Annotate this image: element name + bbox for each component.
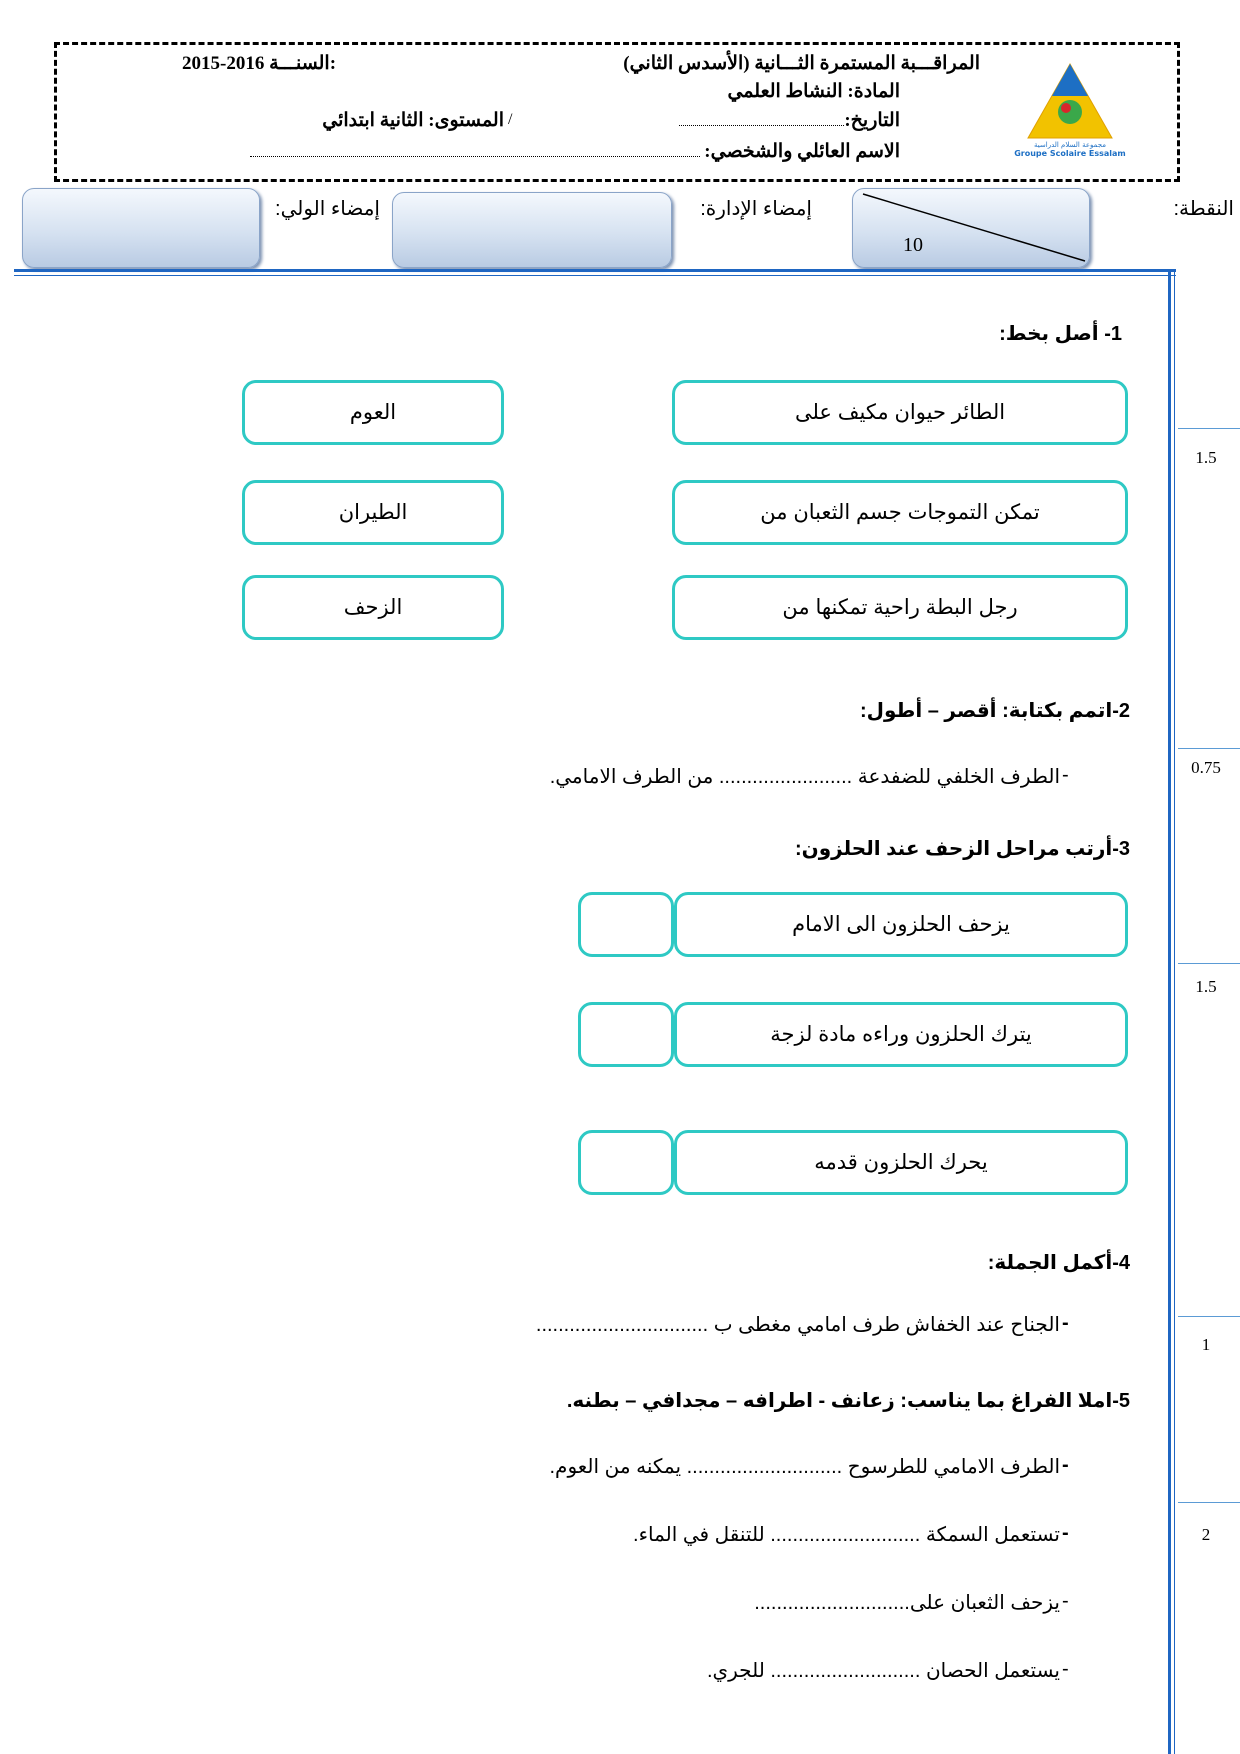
name-label: الاسم العائلي والشخصي: <box>704 141 900 162</box>
q3-step-3: يحرك الحلزون قدمه <box>674 1130 1128 1195</box>
date-separator: / <box>508 111 513 128</box>
q5-sentence-1[interactable]: الطرف الامامي للطرسوح ............................ يمكنه من العوم. <box>549 1456 1060 1478</box>
q1-left-item-2[interactable]: تمكن التموجات جسم الثعبان من <box>672 480 1128 545</box>
date-label: التاريخ: <box>844 110 900 131</box>
parent-signature-box[interactable] <box>22 188 260 268</box>
q5-sentence-3[interactable]: يزحف الثعبان على............................ <box>754 1592 1060 1614</box>
points-divider <box>1178 963 1240 964</box>
school-logo <box>1012 60 1132 160</box>
q3-order-box-3[interactable] <box>578 1130 674 1195</box>
parent-signature-label: إمضاء الولي: <box>275 198 380 220</box>
q5-bullet: - <box>1062 1454 1069 1476</box>
points-divider <box>1178 1316 1240 1317</box>
q5-sentence-4[interactable]: يستعمل الحصان ........................... للجري. <box>706 1660 1060 1682</box>
q5-bullet: - <box>1062 1590 1069 1612</box>
svg-text:Groupe Scolaire Essalam: Groupe Scolaire Essalam <box>1014 149 1126 158</box>
points-q4: 1 <box>1201 1335 1211 1354</box>
q1-left-item-1[interactable]: الطائر حيوان مكيف على <box>672 380 1128 445</box>
q5-bullet: - <box>1062 1658 1069 1680</box>
q4-title: 4-أكمل الجملة: <box>987 1252 1130 1274</box>
year-value: 2015-2016 <box>182 53 265 74</box>
q4-bullet: - <box>1062 1312 1069 1334</box>
points-q3: 1.5 <box>1195 977 1217 996</box>
q1-left-item-3[interactable]: رجل البطة راحية تمكنها من <box>672 575 1128 640</box>
subject: المادة: النشاط العلمي <box>727 81 900 102</box>
q2-title: 2-اتمم بكتابة: أقصر – أطول: <box>859 700 1130 722</box>
q5-title: 5-املا الفراغ بما يناسب: زعانف - اطرافه – مجدافي – بطنه. <box>566 1390 1130 1412</box>
points-q2: 0.75 <box>1191 758 1221 777</box>
q3-title: 3-أرتب مراحل الزحف عند الحلزون: <box>795 838 1130 860</box>
frame-right-line-inner <box>1174 269 1175 1754</box>
q3-step-1: يزحف الحلزون الى الامام <box>674 892 1128 957</box>
grade-label: النقطة: <box>1173 198 1234 220</box>
admin-signature-label: إمضاء الإدارة: <box>700 198 812 220</box>
frame-top-line <box>14 269 1176 272</box>
grade-box[interactable] <box>852 188 1090 268</box>
q1-right-item-2[interactable]: الطيران <box>242 480 504 545</box>
grade-diagonal <box>853 189 1089 267</box>
q5-bullet: - <box>1062 1522 1069 1544</box>
points-q5: 2 <box>1201 1525 1211 1544</box>
name-row <box>250 140 900 163</box>
points-divider <box>1178 428 1240 429</box>
q1-right-item-1[interactable]: العوم <box>242 380 504 445</box>
year-label: السنـــة: <box>269 53 337 74</box>
q5-sentence-2[interactable]: تستعمل السمكة ........................... للتنقل في الماء. <box>633 1524 1060 1546</box>
q2-sentence[interactable]: الطرف الخلفي للضفدعة ........................ من الطرف الامامي. <box>549 766 1060 788</box>
admin-signature-box[interactable] <box>392 192 672 268</box>
name-field[interactable] <box>250 156 700 157</box>
q2-bullet: - <box>1062 764 1069 786</box>
q3-order-box-1[interactable] <box>578 892 674 957</box>
q1-title: 1- أصل بخط: <box>999 323 1122 345</box>
grade-total: 10 <box>903 234 923 256</box>
svg-text:مجموعة السلام الدراسية: مجموعة السلام الدراسية <box>1034 141 1106 149</box>
date-row <box>679 109 900 132</box>
frame-top-line-inner <box>14 275 1176 276</box>
points-q1: 1.5 <box>1195 448 1217 467</box>
frame-right-line <box>1168 269 1171 1754</box>
points-divider <box>1178 1502 1240 1503</box>
school-year <box>182 52 336 75</box>
q3-step-2: يترك الحلزون وراءه مادة لزجة <box>674 1002 1128 1067</box>
date-field[interactable] <box>679 125 844 126</box>
q1-right-item-3[interactable]: الزحف <box>242 575 504 640</box>
exam-title: المراقـــبة المستمرة الثـــانية (الأسدس الثاني) <box>623 53 980 74</box>
q3-order-box-2[interactable] <box>578 1002 674 1067</box>
points-divider <box>1178 748 1240 749</box>
q4-sentence[interactable]: الجناح عند الخفاش طرف امامي مغطى ب ............................... <box>535 1314 1060 1336</box>
level: المستوى: الثانية ابتدائي <box>322 110 504 131</box>
